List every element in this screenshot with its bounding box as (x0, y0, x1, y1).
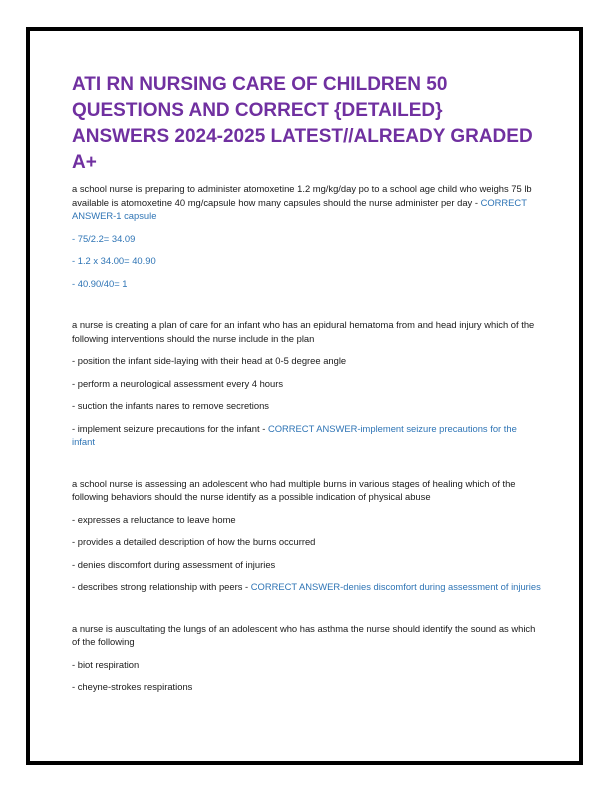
question-1 (72, 182, 542, 290)
answer-option: - biot respiration (72, 658, 140, 670)
question-stem: a nurse is creating a plan of care for an infant who has an epidural hematoma from and head injury which of the following interventions should the nurse include in the plan (72, 319, 535, 344)
answer-option-text: - implement seizure precautions for the infant (72, 422, 260, 434)
answer-option: - expresses a reluctance to leave home (72, 513, 236, 525)
correct-answer: CORRECT ANSWER-denies discomfort during assessment of injuries (250, 581, 541, 592)
answer-option: - suction the infants nares to remove secretions (72, 400, 269, 411)
question-2 (72, 318, 542, 449)
calculation-step: - 1.2 x 34.00= 40.90 (72, 255, 156, 266)
answer-option: - position the infant side-laying with their head at 0-5 degree angle (72, 355, 347, 366)
answer-option: - cheyne-strokes respirations (72, 681, 193, 692)
document-content (72, 72, 542, 694)
calculation-step: - 40.90/40= 1 (72, 277, 128, 289)
calculation-step: - 75/2.2= 34.09 (72, 232, 136, 244)
answer-separator: - (472, 196, 481, 208)
question-stem: a school nurse is assessing an adolescent who had multiple burns in various stages of healing which of the following behaviors should the nurse identify as a possible indication of physical abuse (72, 477, 516, 502)
correct-answer: CORRECT ANSWER-implement seizure precautions for the infant (72, 422, 517, 447)
answer-option-text: - describes strong relationship with peers (72, 581, 243, 592)
answer-option: - denies discomfort during assessment of injuries (72, 558, 276, 570)
answer-separator: - (259, 422, 268, 434)
answer-option: - provides a detailed description of how the burns occurred (72, 536, 316, 547)
question-stem: a nurse is auscultating the lungs of an adolescent who has asthma the nurse should identify the sound as which of the following (72, 622, 536, 647)
answer-option-with-answer (72, 580, 542, 594)
answer-option-with-answer (72, 422, 542, 449)
answer-option: - perform a neurological assessment every 4 hours (72, 377, 284, 389)
document-title: ATI RN NURSING CARE OF CHILDREN 50 QUESTIONS AND CORRECT {DETAILED} ANSWERS 2024-2025 LATEST//ALREADY GRADED A+ (72, 74, 533, 173)
question-stem-text: a school nurse is preparing to administer atomoxetine 1.2 mg/kg/day po to a school age child who weighs 75 lb available is atomoxetine 40 mg/capsule how many capsules should the nurse administer per day (72, 183, 532, 208)
question-stem (72, 182, 542, 223)
question-3 (72, 477, 542, 594)
question-4 (72, 622, 542, 694)
answer-separator: - (242, 581, 251, 592)
correct-answer: CORRECT ANSWER-1 capsule (72, 196, 527, 221)
